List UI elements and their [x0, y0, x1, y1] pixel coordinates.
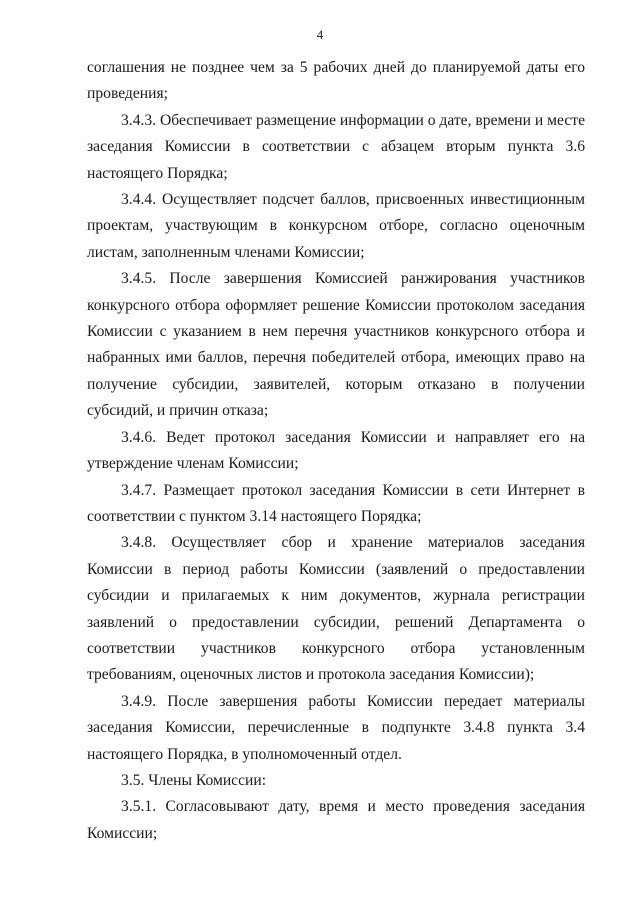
paragraph-3-4-4: 3.4.4. Осуществляет подсчет баллов, присвоенных инвестиционным проектам, участвующим в конкурсном отборе, согласно оценочным листам, заполненным членами Комиссии;: [87, 191, 585, 261]
paragraph-3-4-9: 3.4.9. После завершения работы Комиссии передает материалы заседания Комиссии, перечисленные в подпункте 3.4.8 пункта 3.4 настоящего Порядка, в уполномоченный отдел.: [87, 692, 585, 763]
paragraph-3-4-3: 3.4.3. Обеспечивает размещение информации о дате, времени и месте заседания Комиссии в соответствии с абзацем вторым пункта 3.6 настоящего Порядка;: [87, 111, 585, 182]
paragraph-continuation: соглашения не позднее чем за 5 рабочих дней до планируемой даты его проведения;: [87, 59, 585, 103]
paragraph-3-4-6: 3.4.6. Ведет протокол заседания Комиссии и направляет его на утверждение членам Комиссии;: [87, 428, 585, 473]
paragraph-3-5-1: 3.5.1. Согласовывают дату, время и место проведения заседания Комиссии;: [87, 798, 585, 842]
paragraph-3-4-7: 3.4.7. Размещает протокол заседания Комиссии в сети Интернет в соответствии с пунктом 3.14 настоящего Порядка;: [87, 481, 585, 525]
paragraph-3-4-5: 3.4.5. После завершения Комиссией ранжирования участников конкурсного отбора оформляет решение Комиссии протоколом заседания Комиссии с указанием в нем перечня участников конкурсного отбора и набранных ими баллов, перечня победителей отбора, имеющих право на получение субсидии, заявителей, которым отказано в получении субсидий, и причин отказа;: [87, 270, 585, 420]
paragraph-3-5: 3.5. Члены Комиссии:: [121, 771, 267, 789]
page-number: 4: [316, 27, 324, 42]
document-body: [87, 55, 585, 847]
paragraph-3-4-8: 3.4.8. Осуществляет сбор и хранение материалов заседания Комиссии в период работы Комиссии (заявлений о предоставлении субсидии и прилагаемых к ним документов, журнала регистрации заявлений о предоставлении субсидии, решений Департамента о соответствии участников конкурсного отбора установленным требованиям, оценочных листов и протокола заседания Комиссии);: [87, 534, 585, 684]
